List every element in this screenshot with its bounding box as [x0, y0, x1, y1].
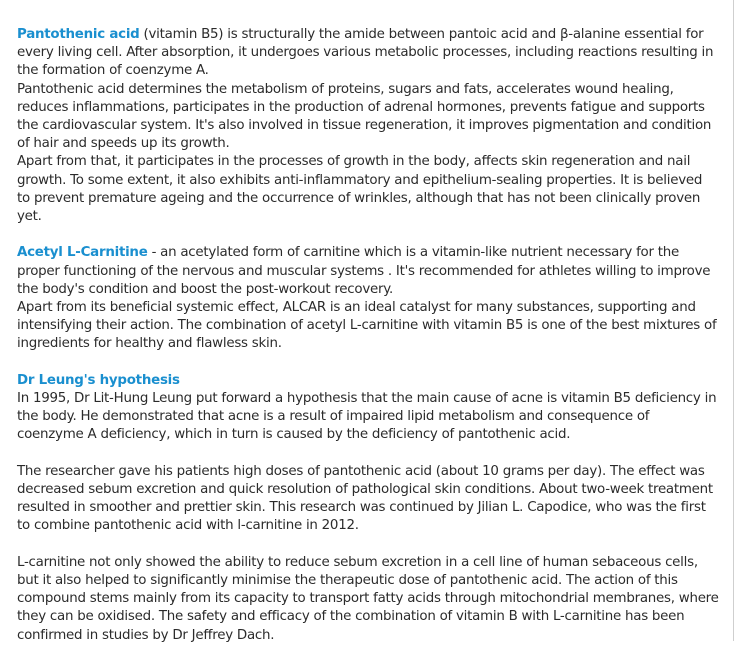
- article-content: [17, 26, 719, 645]
- section-spacer: [17, 226, 719, 244]
- leung-hypothesis-paragraph-2: The researcher gave his patients high doses of pantothenic acid (about 10 grams per day). The effect was decreased sebum excretion and quick resolution of pathological skin conditions. About two-week treatment resulted in smoother and prettier skin. This research was continued by Jilian L. Capodice, who was the first to combine pantothenic acid with l-carnitine in 2012.: [17, 463, 713, 534]
- pantothenic-acid-term: Pantothenic acid: [17, 27, 140, 42]
- leung-hypothesis-paragraph-3: L-carnitine not only showed the ability to reduce sebum excretion in a cell line of human sebaceous cells, but it also helped to significantly minimise the therapeutic dose of pantothenic acid. The action of this compound stems mainly from its capacity to transport fatty acids through mitochondrial membranes, where they can be oxidised. The safety and efficacy of the combination of vitamin B with L-carnitine has been confirmed in studies by Dr Jeffrey Dach.: [17, 554, 719, 643]
- paragraph-spacer: [17, 445, 719, 463]
- acetyl-carnitine-description: - an acetylated form of carnitine which is a vitamin-like nutrient necessary for the proper functioning of the nervous and muscular systems . It's recommended for athletes willing to improve the body's condition and boost the post-workout recovery.: [17, 245, 711, 297]
- pantothenic-acid-intro: [17, 26, 719, 81]
- acetyl-carnitine-term: Acetyl L-Carnitine: [17, 245, 148, 261]
- section-spacer: [17, 354, 719, 372]
- leung-hypothesis-paragraph-1: In 1995, Dr Lit-Hung Leung put forward a hypothesis that the main cause of acne is vitamin B5 deficiency in the body. He demonstrated that acne is a result of impaired lipid metabolism and consequence of coenzyme A deficiency, which in turn is caused by the deficiency of pantothenic acid.: [17, 391, 717, 443]
- acetyl-carnitine-intro: [17, 244, 719, 299]
- pantothenic-acid-description: (vitamin B5) is structurally the amide between pantoic acid and β-alanine essential for every living cell. After absorption, it undergoes various metabolic processes, including reactions resulting in the formation of coenzyme A.: [17, 27, 714, 79]
- right-divider: [733, 0, 734, 641]
- pantothenic-acid-growth: Apart from that, it participates in the processes of growth in the body, affects skin regeneration and nail growth. To some extent, it also exhibits anti-inflammatory and epithelium-sealing properties. It is believed to prevent premature ageing and the occurrence of wrinkles, although that has not been clinically proven yet.: [17, 154, 703, 225]
- pantothenic-acid-benefits: Pantothenic acid determines the metabolism of proteins, sugars and fats, accelerates wound healing, reduces inflammations, participates in the production of adrenal hormones, prevents fatigue and supports the cardiovascular system. It's also involved in tissue regeneration, it improves pigmentation and condition of hair and speeds up its growth.: [17, 81, 712, 152]
- acetyl-carnitine-benefits: Apart from its beneficial systemic effect, ALCAR is an ideal catalyst for many substances, supporting and intensifying their action. The combination of acetyl L-carnitine with vitamin B5 is one of the best mixtures of ingredients for healthy and flawless skin.: [17, 300, 717, 352]
- paragraph-spacer: [17, 536, 719, 554]
- leung-hypothesis-heading: Dr Leung's hypothesis: [17, 372, 180, 388]
